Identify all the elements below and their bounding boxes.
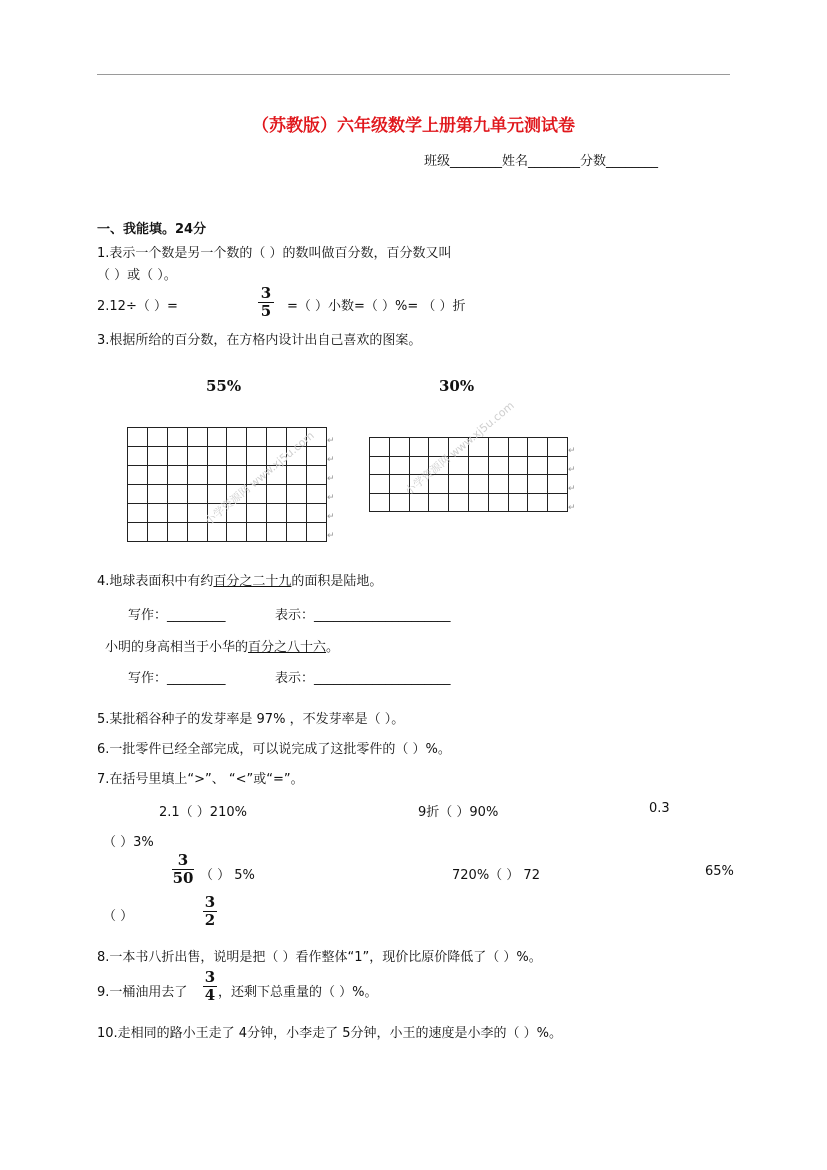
grid-cell[interactable] xyxy=(267,504,287,523)
question-3: 3.根据所给的百分数，在方格内设计出自己喜欢的图案。 xyxy=(97,333,422,348)
grid-cell[interactable] xyxy=(548,457,568,476)
grid-cell[interactable] xyxy=(449,475,469,494)
grid-cell[interactable] xyxy=(128,466,148,485)
grid-cell[interactable] xyxy=(188,428,208,447)
write-field-1[interactable]: 写作：_________ xyxy=(128,608,226,623)
grid-cell[interactable] xyxy=(307,447,327,466)
return-mark: ↵ xyxy=(327,493,335,503)
q7-fraction-2 xyxy=(203,895,217,928)
grid-cell[interactable] xyxy=(208,447,228,466)
grid-cell[interactable] xyxy=(528,475,548,494)
return-mark: ↵ xyxy=(327,436,335,446)
grid-cell[interactable] xyxy=(528,438,548,457)
section-heading: 一、我能填。24分 xyxy=(97,222,207,237)
grid-cell[interactable] xyxy=(188,485,208,504)
grid-cell[interactable] xyxy=(509,475,529,494)
grid-cell[interactable] xyxy=(489,457,509,476)
grid-cell[interactable] xyxy=(148,485,168,504)
grid-cell[interactable] xyxy=(128,504,148,523)
fraction-denominator: 4 xyxy=(204,986,216,1004)
grid-cell[interactable] xyxy=(168,447,188,466)
return-mark: ↵ xyxy=(327,474,335,484)
return-mark: ↵ xyxy=(568,446,576,456)
q4-suffix: 的面积是陆地。 xyxy=(291,574,383,589)
grid-cell[interactable] xyxy=(128,523,148,542)
q7-item-6-cont: （ ） xyxy=(103,909,134,924)
grid-cell[interactable] xyxy=(128,428,148,447)
grid-cell[interactable] xyxy=(168,504,188,523)
percent-label-right: 30% xyxy=(439,377,475,395)
grid-cell[interactable] xyxy=(370,475,390,494)
question-9-part-a: 9.一桶油用去了 xyxy=(97,985,188,1000)
q7-item-4: （ ） 5% xyxy=(200,868,255,883)
grid-cell[interactable] xyxy=(188,466,208,485)
express-field-2[interactable]: 表示：_____________________ xyxy=(275,671,451,686)
question-9-fraction xyxy=(203,970,217,1003)
grid-cell[interactable] xyxy=(247,523,267,542)
question-4b xyxy=(105,636,339,655)
grid-cell[interactable] xyxy=(247,504,267,523)
fraction-numerator: 3 xyxy=(260,284,272,302)
grid-cell[interactable] xyxy=(148,466,168,485)
grid-cell[interactable] xyxy=(370,438,390,457)
grid-cell[interactable] xyxy=(410,438,430,457)
grid-cell[interactable] xyxy=(509,457,529,476)
q7-item-2: 9折（ ）90% xyxy=(418,805,499,820)
grid-cell[interactable] xyxy=(188,447,208,466)
return-mark: ↵ xyxy=(568,503,576,513)
grid-cell[interactable] xyxy=(307,466,327,485)
return-mark: ↵ xyxy=(327,455,335,465)
grid-cell[interactable] xyxy=(287,485,307,504)
grid-cell[interactable] xyxy=(489,475,509,494)
grid-cell[interactable] xyxy=(548,438,568,457)
q7-item-1: 2.1（ ）210% xyxy=(159,805,247,820)
return-mark: ↵ xyxy=(568,484,576,494)
fraction-denominator: 5 xyxy=(260,302,272,320)
watermark: 小学资源网 www.xj5u.com xyxy=(202,428,317,528)
grid-cell[interactable] xyxy=(148,447,168,466)
question-2-fraction xyxy=(258,286,274,319)
page-title: （苏教版）六年级数学上册第九单元测试卷 xyxy=(252,116,575,136)
q7-item-5: 720%（ ） 72 xyxy=(452,868,540,883)
grid-cell[interactable] xyxy=(128,447,148,466)
q7-item-6: 65% xyxy=(705,864,734,879)
q4-underlined: 百分之二十九 xyxy=(213,574,292,589)
student-info-line: 班级________姓名________分数________ xyxy=(424,154,659,169)
grid-cell[interactable] xyxy=(247,428,267,447)
grid-cell[interactable] xyxy=(267,485,287,504)
question-2-part-a: 2.12÷（ ）= xyxy=(97,299,178,314)
question-9-part-b: ，还剩下总重量的（ ）%。 xyxy=(218,985,378,1000)
grid-cell[interactable] xyxy=(208,428,228,447)
fraction-denominator: 2 xyxy=(204,911,216,929)
grid-cell[interactable] xyxy=(188,523,208,542)
grid-cell[interactable] xyxy=(489,494,509,513)
grid-cell[interactable] xyxy=(287,466,307,485)
fraction-numerator: 3 xyxy=(177,851,189,869)
grid-cell[interactable] xyxy=(509,438,529,457)
grid-cell[interactable] xyxy=(168,428,188,447)
question-4 xyxy=(97,570,382,589)
fraction-numerator: 3 xyxy=(204,893,216,911)
grid-cell[interactable] xyxy=(390,457,410,476)
grid-cell[interactable] xyxy=(390,438,410,457)
grid-cell[interactable] xyxy=(267,428,287,447)
question-6: 6.一批零件已经全部完成，可以说完成了这批零件的（ ）%。 xyxy=(97,742,451,757)
grid-cell[interactable] xyxy=(528,494,548,513)
grid-cell[interactable] xyxy=(128,485,148,504)
grid-cell[interactable] xyxy=(489,438,509,457)
grid-cell[interactable] xyxy=(307,504,327,523)
question-10: 10.走相同的路小王走了 4分钟，小李走了 5分钟，小王的速度是小李的（ ）%。 xyxy=(97,1026,562,1041)
grid-cell[interactable] xyxy=(449,494,469,513)
grid-cell[interactable] xyxy=(548,494,568,513)
grid-cell[interactable] xyxy=(390,494,410,513)
question-1-line-1: 1.表示一个数是另一个数的（ ）的数叫做百分数，百分数又叫 xyxy=(97,246,452,261)
q7-item-3: 0.3 xyxy=(649,801,670,816)
return-mark: ↵ xyxy=(327,512,335,522)
grid-cell[interactable] xyxy=(307,523,327,542)
fraction-denominator: 50 xyxy=(172,869,194,887)
grid-cell[interactable] xyxy=(287,523,307,542)
write-field-2[interactable]: 写作：_________ xyxy=(128,671,226,686)
header-rule xyxy=(97,74,730,75)
express-field-1[interactable]: 表示：_____________________ xyxy=(275,608,451,623)
q7-fraction-1 xyxy=(172,853,194,886)
q4b-underlined: 百分之八十六 xyxy=(248,640,327,655)
grid-cell[interactable] xyxy=(307,485,327,504)
grid-cell[interactable] xyxy=(227,447,247,466)
question-8: 8.一本书八折出售，说明是把（ ）看作整体“1”，现价比原价降低了（ ）%。 xyxy=(97,950,542,965)
grid-cell[interactable] xyxy=(528,457,548,476)
q4b-prefix: 小明的身高相当于小华的 xyxy=(105,640,249,655)
q4-prefix: 4.地球表面积中有约 xyxy=(97,574,214,589)
grid-cell[interactable] xyxy=(168,466,188,485)
question-1-line-2: （ ）或（ ）。 xyxy=(97,268,177,283)
return-mark: ↵ xyxy=(568,465,576,475)
grid-cell[interactable] xyxy=(168,485,188,504)
q4b-suffix: 。 xyxy=(326,640,340,655)
grid-cell[interactable] xyxy=(148,428,168,447)
grid-cell[interactable] xyxy=(148,504,168,523)
grid-cell[interactable] xyxy=(469,475,489,494)
grid-cell[interactable] xyxy=(267,523,287,542)
q7-item-3-cont: （ ）3% xyxy=(103,835,154,850)
grid-cell[interactable] xyxy=(168,523,188,542)
grid-cell[interactable] xyxy=(469,457,489,476)
grid-cell[interactable] xyxy=(208,466,228,485)
watermark: 小学资源网 www.xj5u.com xyxy=(402,398,517,498)
grid-cell[interactable] xyxy=(429,494,449,513)
percent-label-left: 55% xyxy=(206,377,242,395)
grid-cell[interactable] xyxy=(469,494,489,513)
fraction-numerator: 3 xyxy=(204,968,216,986)
grid-cell[interactable] xyxy=(370,494,390,513)
grid-cell[interactable] xyxy=(227,428,247,447)
grid-cell[interactable] xyxy=(509,494,529,513)
grid-cell[interactable] xyxy=(287,504,307,523)
question-7: 7.在括号里填上“>”、 “<”或“=”。 xyxy=(97,772,304,787)
question-5: 5.某批稻谷种子的发芽率是 97% ，不发芽率是（ ）。 xyxy=(97,712,405,727)
grid-cell[interactable] xyxy=(148,523,168,542)
return-mark: ↵ xyxy=(327,531,335,541)
grid-cell[interactable] xyxy=(548,475,568,494)
grid-cell[interactable] xyxy=(227,523,247,542)
question-2-part-b: =（ ）小数=（ ）%= （ ）折 xyxy=(287,299,466,314)
grid-cell[interactable] xyxy=(370,457,390,476)
